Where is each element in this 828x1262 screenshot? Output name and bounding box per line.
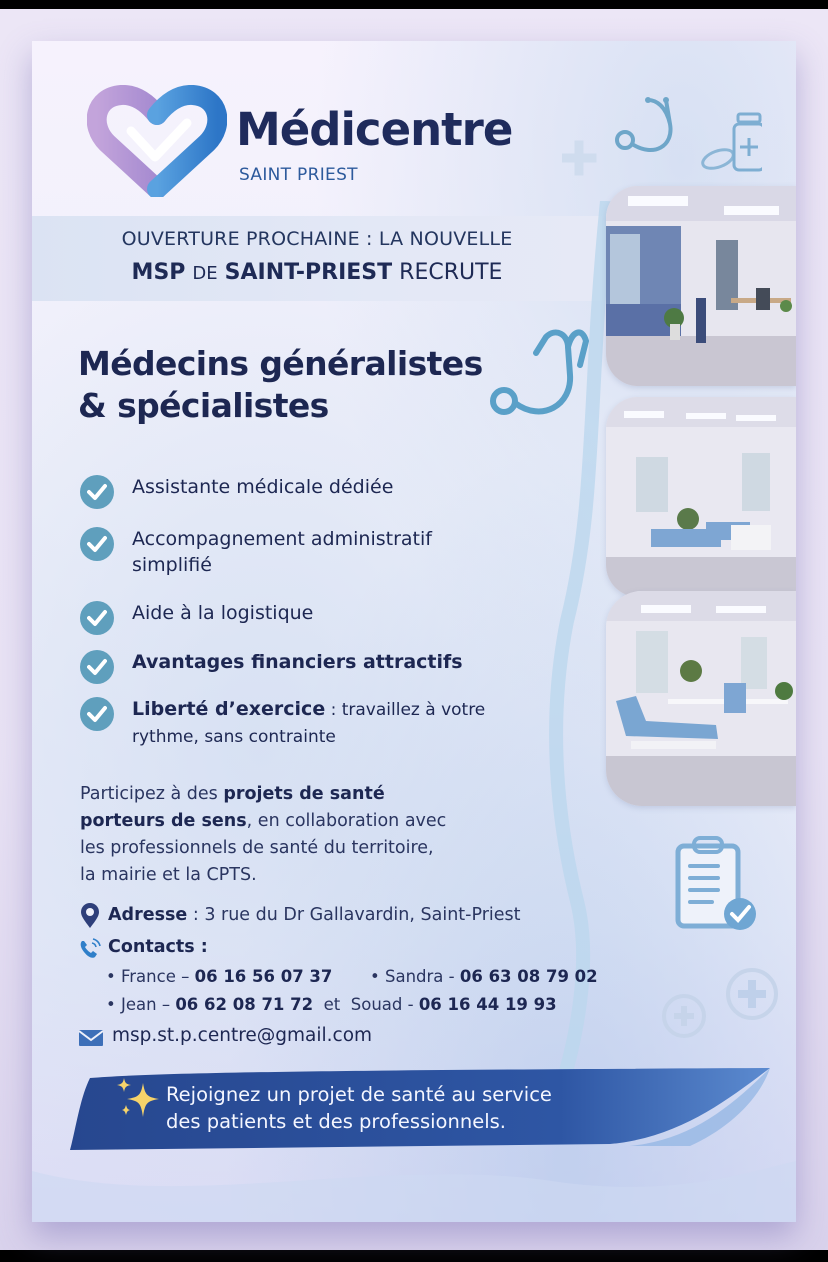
banner-line-2 [32, 260, 602, 285]
medical-decor-icon [562, 86, 762, 196]
opening-banner [32, 216, 602, 301]
page-title [78, 343, 483, 427]
contact-france: • France – 06 16 56 07 37 [106, 967, 333, 986]
office-photo [606, 186, 796, 386]
location-pin-icon [80, 903, 100, 929]
exam-room-photo [606, 591, 796, 806]
contact-sandra: • Sandra - 06 63 08 79 02 [370, 967, 598, 986]
envelope-icon [78, 1029, 104, 1047]
contacts-label: Contacts : [108, 937, 208, 957]
brand-subtitle: SAINT PRIEST [239, 165, 358, 185]
phone-link[interactable]: 06 63 08 79 02 [459, 967, 598, 986]
title-line-1: Médecins généralistes [78, 344, 483, 383]
benefit-item: Aide à la logistique [78, 600, 313, 626]
phone-link[interactable]: 06 62 08 71 72 [175, 995, 314, 1014]
phone-icon [78, 938, 102, 960]
description-paragraph: Participez à des projets de santé porteurs de sens, en collaboration avec les professionnels de santé du territoire, la mairie et la CPTS. [80, 784, 447, 885]
benefit-item: Accompagnement administratif simplifié [78, 526, 432, 578]
recruitment-flyer [32, 41, 796, 1222]
benefit-item: Avantages financiers attractifs [78, 649, 463, 675]
plus-circles-decor-icon [642, 966, 792, 1046]
clipboard-check-icon [672, 836, 762, 936]
check-circle-icon [80, 650, 114, 684]
decorative-ribbon [537, 201, 617, 1101]
decorative-bottom-wave [32, 1151, 796, 1222]
recrute-text: RECRUTE [399, 260, 503, 285]
check-circle-icon [80, 601, 114, 635]
check-circle-icon [80, 475, 114, 509]
de-text: DE [192, 263, 218, 284]
banner-line-1: OUVERTURE PROCHAINE : LA NOUVELLE [121, 228, 513, 250]
check-circle-icon [80, 697, 114, 731]
city-text: SAINT-PRIEST [224, 260, 393, 285]
title-line-2: & spécialistes [78, 386, 329, 425]
benefit-item: Liberté d’exercice : travaillez à votre rythme, sans contrainte [78, 696, 548, 750]
check-circle-icon [80, 527, 114, 561]
contact-jean-souad: • Jean – 06 62 08 71 72 et Souad - 06 16 44 19 93 [106, 995, 557, 1014]
brand-name: Médicentre [236, 103, 513, 156]
cta-text: Rejoignez un projet de santé au service des patients et des professionnels. [166, 1083, 552, 1133]
phone-link[interactable]: 06 16 44 19 93 [418, 995, 557, 1014]
benefit-item: Assistante médicale dédiée [78, 474, 393, 500]
heart-logo-icon [87, 85, 227, 197]
email-link[interactable]: msp.st.p.centre@gmail.com [112, 1025, 373, 1046]
sparkle-icon [115, 1077, 161, 1119]
msp-text: MSP [131, 260, 186, 285]
phone-link[interactable]: 06 16 56 07 37 [194, 967, 333, 986]
waiting-room-photo [606, 397, 796, 597]
address: Adresse : 3 rue du Dr Gallavardin, Saint-Priest [108, 905, 521, 925]
